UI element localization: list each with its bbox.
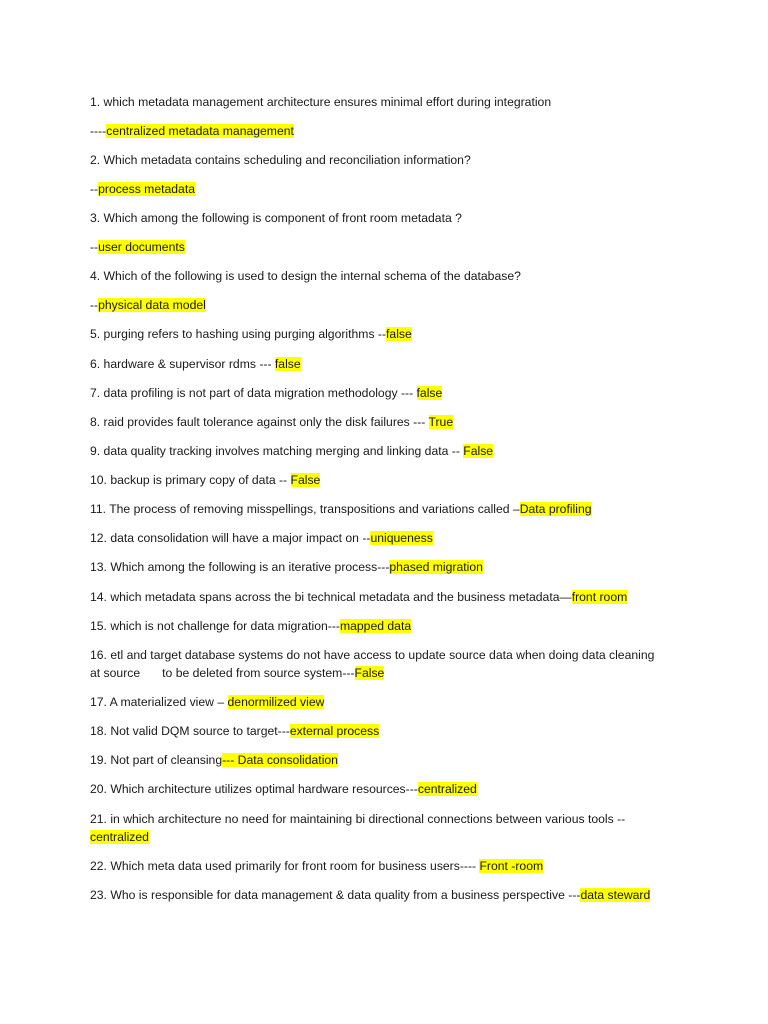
highlighted-answer: True [428, 415, 454, 429]
question-21-line-1 [90, 811, 690, 828]
question-15 [90, 618, 690, 635]
highlighted-answer: false [274, 357, 301, 371]
highlighted-answer: physical data model [98, 298, 206, 312]
question-23 [90, 887, 690, 904]
answer-prefix: -- [90, 298, 99, 312]
highlighted-answer: False [354, 666, 385, 680]
highlighted-answer: false [386, 327, 412, 341]
highlighted-answer: user documents [98, 240, 185, 254]
question-text: 15. which is not challenge for data migration--- [90, 619, 340, 633]
question-text: 12. data consolidation will have a major impact on -- [90, 531, 371, 545]
question-text: 3. Which among the following is component of front room metadata ? [90, 211, 462, 225]
question-text: 18. Not valid DQM source to target--- [90, 724, 290, 738]
question-11 [90, 501, 690, 518]
answer-3 [90, 239, 690, 256]
answer-1 [90, 123, 690, 140]
highlighted-answer: false [416, 386, 443, 400]
question-text: 10. backup is primary copy of data -- [90, 473, 291, 487]
question-22 [90, 858, 690, 875]
highlighted-answer: Front -room [479, 859, 544, 873]
question-16-line-2 [90, 665, 690, 682]
answer-4 [90, 297, 690, 314]
question-text: 2. Which metadata contains scheduling and reconciliation information? [90, 153, 471, 167]
answer-prefix: -- [90, 182, 99, 196]
question-3 [90, 210, 690, 227]
highlighted-answer: Data profiling [519, 502, 592, 516]
question-19 [90, 752, 690, 769]
question-18 [90, 723, 690, 740]
question-text: at source [90, 666, 141, 680]
highlighted-answer: data steward [580, 888, 651, 902]
highlighted-answer: process metadata [98, 182, 196, 196]
question-14 [90, 589, 690, 606]
question-text: 23. Who is responsible for data management & data quality from a business perspective --- [90, 888, 581, 902]
highlighted-answer: centralized metadata management [106, 124, 294, 138]
question-text: 6. hardware & supervisor rdms --- [90, 357, 275, 371]
question-text: 14. which metadata spans across the bi technical metadata and the business metadata— [90, 590, 572, 604]
highlighted-answer: phased migration [389, 560, 483, 574]
highlighted-answer: --- Data consolidation [222, 753, 338, 767]
question-4 [90, 268, 690, 285]
question-1 [90, 94, 690, 111]
question-17 [90, 694, 690, 711]
answer-prefix: -- [90, 240, 99, 254]
question-text: 20. Which architecture utilizes optimal hardware resources--- [90, 782, 418, 796]
question-13 [90, 559, 690, 576]
question-7 [90, 385, 690, 402]
question-text: 8. raid provides fault tolerance against only the disk failures --- [90, 415, 429, 429]
question-12 [90, 530, 690, 547]
question-21-line-2 [90, 829, 690, 846]
highlighted-answer: centralized [417, 782, 477, 796]
question-16-line-1 [90, 647, 690, 664]
answer-2 [90, 181, 690, 198]
highlighted-answer: uniqueness [370, 531, 433, 545]
highlighted-answer: denormilized view [227, 695, 325, 709]
question-text: 13. Which among the following is an iterative process--- [90, 560, 390, 574]
highlighted-answer: centralized [90, 830, 149, 844]
question-text: 19. Not part of cleansing [90, 753, 223, 767]
question-5 [90, 326, 690, 343]
question-text: 11. The process of removing misspellings, transpositions and variations called – [90, 502, 520, 516]
highlighted-answer: mapped data [339, 619, 412, 633]
question-text: 5. purging refers to hashing using purging algorithms -- [90, 327, 387, 341]
answer-prefix: ---- [90, 124, 107, 138]
question-8 [90, 414, 690, 431]
highlighted-answer: external process [289, 724, 380, 738]
question-10 [90, 472, 690, 489]
question-9 [90, 443, 690, 460]
highlighted-answer: False [290, 473, 321, 487]
question-text: 22. Which meta data used primarily for front room for business users---- [90, 859, 480, 873]
question-text: 21. in which architecture no need for maintaining bi directional connections between various tools -- [90, 812, 626, 826]
question-6 [90, 356, 690, 373]
question-text: 17. A materialized view – [90, 695, 228, 709]
question-20 [90, 781, 690, 798]
question-text: 16. etl and target database systems do not have access to update source data when doing data cleaning [90, 648, 655, 662]
question-text: 7. data profiling is not part of data migration methodology --- [90, 386, 417, 400]
question-text: 9. data quality tracking involves matching merging and linking data -- [90, 444, 464, 458]
question-text: to be deleted from source system--- [162, 666, 355, 680]
highlighted-answer: front room [571, 590, 628, 604]
highlighted-answer: False [463, 444, 494, 458]
question-text: 1. which metadata management architecture ensures minimal effort during integration [90, 95, 552, 109]
question-2 [90, 152, 690, 169]
question-text: 4. Which of the following is used to design the internal schema of the database? [90, 269, 521, 283]
